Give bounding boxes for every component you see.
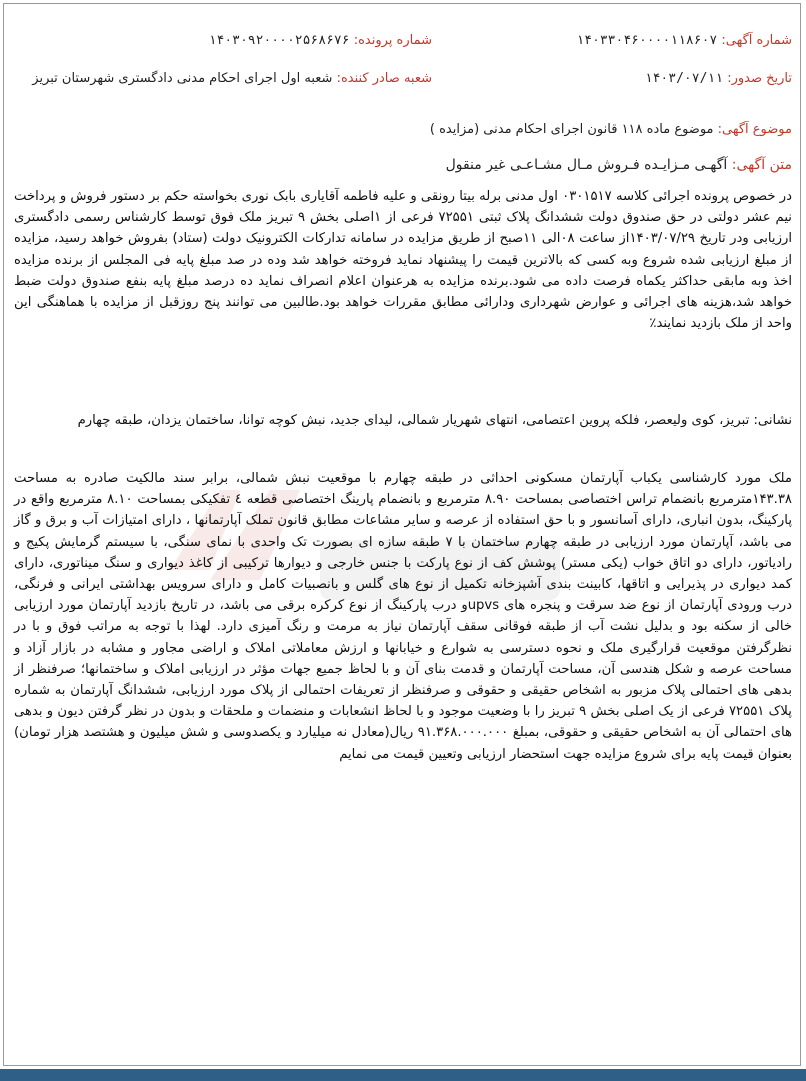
notice-number-field	[576, 33, 792, 48]
issuer-label: شعبه صادر کننده:	[336, 71, 432, 86]
issue-date-label: تاریخ صدور:	[727, 71, 792, 86]
subject-value: موضوع ماده ۱۱۸ قانون اجرای احکام مدنی (مزایده )	[429, 122, 714, 137]
notice-text-field	[446, 157, 792, 173]
bottom-bar	[0, 1069, 806, 1081]
issuer-value: شعبه اول اجرای احکام مدنی دادگستری شهرستان تبریز	[32, 71, 333, 86]
case-number-field	[209, 33, 432, 48]
notice-number-label: شماره آگهی:	[721, 33, 792, 48]
header-row-2	[14, 71, 792, 95]
notice-text-title: آگهـی مـزایـده فـروش مـال مشـاعـی غیر منقول	[445, 157, 728, 173]
subject-field	[430, 122, 792, 137]
case-number-label: شماره پرونده:	[353, 33, 432, 48]
issuer-field	[32, 71, 432, 86]
notice-number-value: ۱۴۰۳۳۰۴۶۰۰۰۰۱۱۸۶۰۷	[576, 33, 718, 48]
issue-date-value: ۱۴۰۳/۰۷/۱۱	[644, 71, 724, 86]
notice-text-label: متن آگهی:	[731, 157, 792, 173]
property-description-paragraph: ملک مورد کارشناسی یکباب آپارتمان مسکونی احداثی در طبقه چهارم با موقعیت نبش شمالی، برابر سند مالکیت صادره به مساحت ۱۴۳.۳۸مترمربع بانضمام تراس اختصاصی بمساحت ۸.۹۰ مترمربع و بانضمام پارینگ اختصاصی قطعه ٤ تفکیکی بمساحت ۸.۱۰ مترمربع واقع در پارکینگ، بدون انباری، دارای آسانسور و با حق استفاده از عرصه و سایر مشاعات مطابق قانون تملک آپارتمانها ، دارای امتیازات آب و برق و گاز می باشد، آپارتمان مورد ارزیابی در طبقه چهارم ساختمان با ۷ طبقه سازه ای بصورت تک واحدی با نمای سنگی، با سیستم گرمایش پکیج و رادیاتور، دارای دو اتاق خواب (یکی مستر) پوشش کف از نوع پارکت با جنس خارجی و دیوارها ترکیبی از کاغذ دیواری و سنگ میناتوری، دارای کمد دیواری در پذیرایی و اتاقها، کابینت بندی آشپزخانه تکمیل از نوع های گلس و بانصبیات کامل و دارای سرویس بهداشتی ایرانی و فرنگی، درب ورودی آپارتمان از نوع ضد سرقت و پنجره های upvsو درب پارکینگ از نوع کرکره برقی می باشد، در تاریخ بازدید آپارتمان مورد ارزیابی خالی از سکنه بود و بدلیل نشت آب از طبقه فوقانی سقف آپارتمان نیاز به مرمت و رنگ آمیزی دارد. لهذا با توجه به مراتب فوق و با در نظرگرفتن موقعیت قرارگیری ملک و نحوه دسترسی به شوارع و خیابانها و ارزش معاملاتی املاک و اراضی مجاور و مشابه در بازار آزاد و مساحت عرصه و شکل هندسی آن، مساحت آپارتمان و قدمت بنای آن و با لحاظ جمیع جهات مؤثر در ارزیابی املاک و ساختمانها؛ صرفنظر از بدهی های احتمالی پلاک مزبور به اشخاص حقیقی و حقوقی و صرفنظر از تعریفات احتمالی از پلاک مورد ارزیابی، ششدانگ آپارتمان به شماره پلاک ۷۲۵۵۱ فرعی از یک اصلی بخش ۹ تبریز را با وضعیت موجود و با لحاظ انشعابات و منضمات و ملحقات و بدون در نظر گرفتن دیون و بدهی های احتمالی آن به اشخاص حقیقی و حقوقی، بمبلغ ۹۱.۳۶۸.۰۰۰.۰۰۰ ریال(معادل نه میلیارد و یکصدوسی و شش میلیون و هشتصد هزار تومان) بعنوان قیمت پایه برای شروع مزایده جهت استحضار ارزیابی وتعیین قیمت می نمایم	[14, 471, 793, 762]
auction-terms-paragraph: در خصوص پرونده اجرائی کلاسه ۰۳۰۱۵۱۷ اول مدنی برله بیتا رونقی و علیه فاطمه آقایاری بابک نوری بخواسته حکم بر دستور فروش و پرداخت نیم عشر دولتی در حق صندوق دولت ششدانگ پلاک ثبتی ۷۲۵۵۱ فرعی از ۱اصلی بخش ۹ تبریز ملک فوق توسط کارشناس رسمی دادگستری ارزیابی ودر تاریخ ۱۴۰۳/۰۷/۲۹از ساعت ۰۸الی ۱۱صبح از طریق مزایده در سامانه تدارکات الکترونیک دولت (ستاد) بفروش خواهد رسید، مزایده از مبلغ ارزیابی شده شروع وبه کسی که بالاترین قیمت را پیشنهاد نماید فروخته خواهد شد وده در صد مبلغ پایه فی المجلس از برنده مزایده اخذ وبه مابقی حداکثر یکماه فرصت داده می شود.برنده مزایده به هرعنوان اعلام انصراف نماید ده درصد مبلغ پایه بنفع صندوق دولت ضبط خواهد شد،هزینه های اجرائی و عوارض شهرداری ودارائی مطابق مقررات خواهد بود.طالبین می توانند پنج روزقبل از مزایده با هماهنگی این واحد از ملک بازدید نمایند٪	[14, 189, 793, 332]
header-row-1	[14, 33, 792, 57]
issue-date-field	[645, 71, 792, 86]
case-number-value: ۱۴۰۳۰۹۲۰۰۰۰۲۵۶۸۶۷۶	[208, 33, 350, 48]
subject-label: موضوع آگهی:	[717, 122, 792, 137]
address-paragraph: نشانی: تبریز، کوی ولیعصر، فلکه پروین اعتصامی، انتهای شهریار شمالی، لیدای جدید، نبش کوچه توانا، ساختمان یزدان، طبقه چهارم	[77, 413, 792, 428]
